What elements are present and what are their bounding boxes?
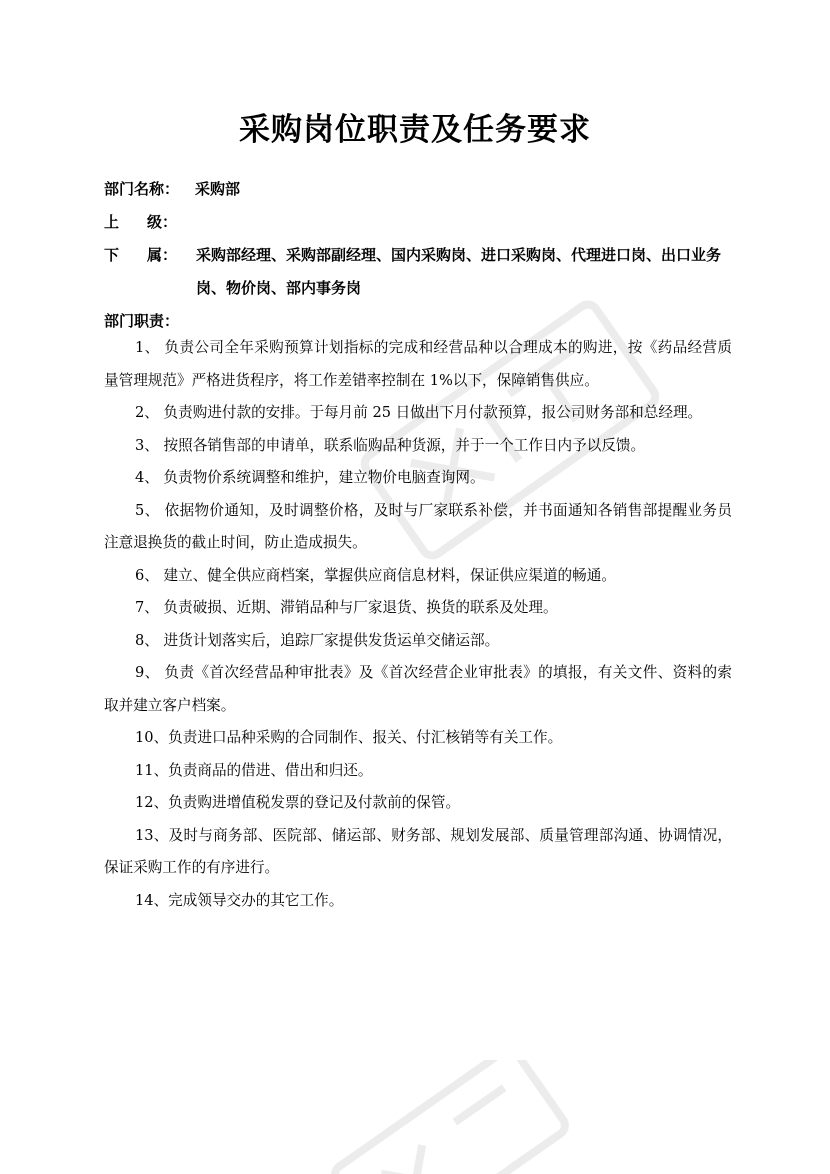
department-value: 采购部 — [195, 180, 241, 198]
superior-value — [190, 206, 734, 239]
duty-item: 11、负责商品的借进、借出和归还。 — [135, 761, 373, 779]
duty-item: 6、 建立、健全供应商档案，掌握供应商信息材料，保证供应渠道的畅通。 — [135, 566, 616, 584]
duties-heading: 部门职责： — [104, 312, 180, 330]
department-row — [104, 173, 734, 206]
duty-item: 3、 按照各销售部的申请单，联系临购品种货源，并于一个工作日内予以反馈。 — [135, 436, 646, 454]
duty-item: 2、 负责购进付款的安排。于每月前 25 日做出下月付款预算，报公司财务部和总经理。 — [135, 404, 703, 421]
duty-item: 4、 负责物价系统调整和维护，建立物价电脑查询网。 — [135, 469, 485, 486]
subordinate-label-char-1: 下 — [104, 246, 120, 264]
duty-item: 12、负责购进增值税发票的登记及付款前的保管。 — [135, 794, 461, 811]
duty-item: 10、负责进口品种采购的合同制作、报关、付汇核销等有关工作。 — [135, 729, 563, 746]
duty-item: 8、 进货计划落实后，追踪厂家提供发货运单交储运部。 — [135, 631, 500, 649]
duty-item: 7、 负责破损、近期、滞销品种与厂家退货、换货的联系及处理。 — [135, 599, 558, 616]
subordinate-label-char-2: 属： — [147, 246, 178, 264]
superior-label-char-2: 级： — [147, 213, 178, 231]
subordinate-label — [104, 239, 190, 305]
page-title: 采购岗位职责及任务要求 — [239, 112, 591, 148]
duty-item: 5、 依据物价通知，及时调整价格，及时与厂家联系补偿，并书面通知各销售部提醒业务员注意退换货的截止时间，防止造成损失。 — [104, 501, 732, 551]
superior-label-char-1: 上 — [104, 213, 120, 231]
superior-row — [104, 206, 734, 239]
duty-item: 9、 负责《首次经营品种审批表》及《首次经营企业审批表》的填报，有关文件、资料的索取并建立客户档案。 — [104, 664, 732, 714]
department-label: 部门名称： — [104, 180, 180, 198]
department-block — [104, 173, 734, 338]
duty-item: 1、 负责公司全年采购预算计划指标的完成和经营品种以合理成本的购进，按《药品经营质量管理规范》严格进货程序，将工作差错率控制在 1%以下，保障销售供应。 — [104, 339, 732, 389]
duty-item: 14、完成领导交办的其它工作。 — [135, 891, 344, 909]
superior-label — [104, 206, 190, 239]
duties-list — [104, 332, 732, 917]
duty-item: 13、及时与商务部、医院部、储运部、财务部、规划发展部、质量管理部沟通、协调情况，保证采购工作的有序进行。 — [104, 826, 732, 876]
watermark-logo-icon — [300, 1060, 600, 1174]
subordinate-row — [104, 239, 734, 305]
subordinate-value: 采购部经理、采购部副经理、国内采购岗、进口采购岗、代理进口岗、出口业务岗、物价岗、部内事务岗 — [196, 246, 722, 297]
